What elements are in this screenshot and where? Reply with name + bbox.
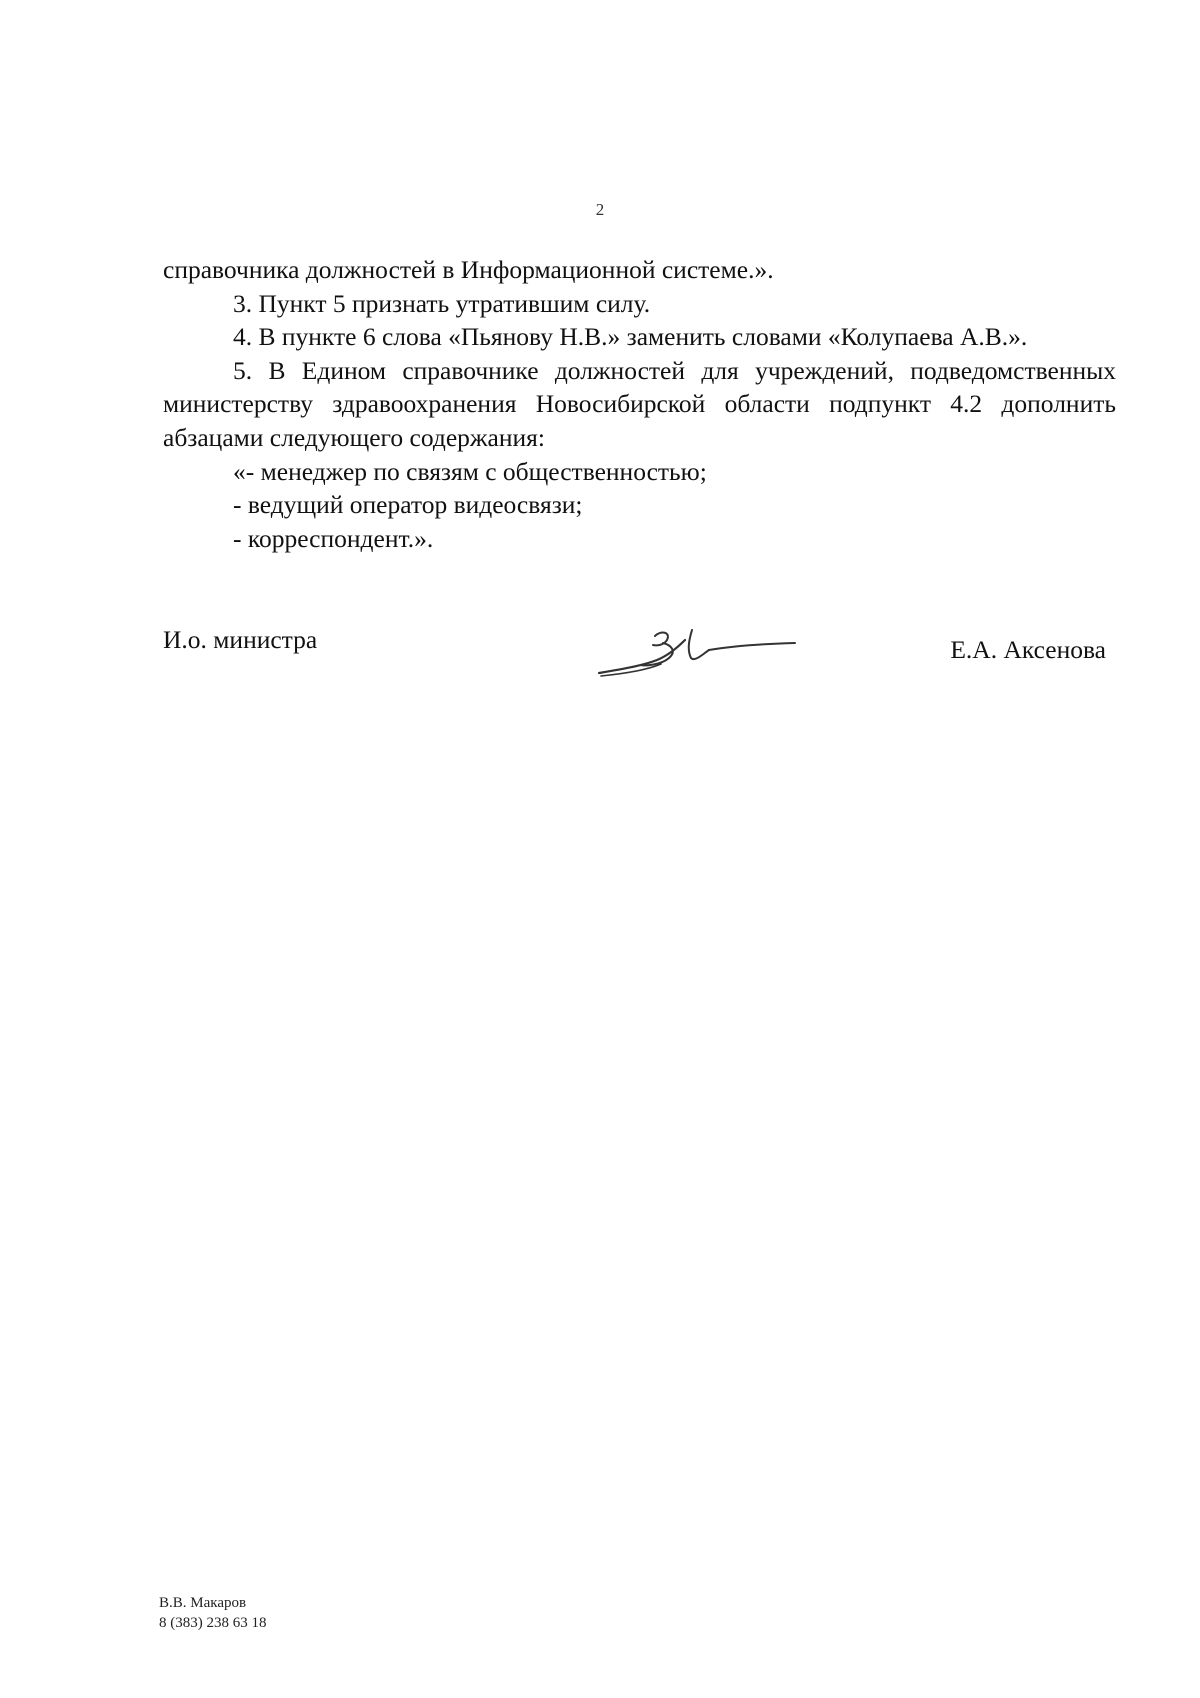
paragraph-item-3: 3. Пункт 5 признать утратившим силу.: [233, 288, 651, 318]
handwritten-signature: [597, 618, 797, 688]
document-body: [163, 253, 1116, 555]
page-number: 2: [595, 200, 605, 219]
paragraph-continuation: справочника должностей в Информационной системе.».: [163, 255, 774, 284]
signatory-position: И.о. министра: [163, 625, 318, 654]
executor-name: В.В. Макаров: [159, 1595, 247, 1611]
list-item-correspondent: - корреспондент.».: [233, 523, 434, 553]
paragraph-item-5: 5. В Едином справочнике должностей для учреждений, подведомственных министерству здравоохранения Новосибирской области подпункт 4.2 дополнить абзацами следующего содержания:: [163, 355, 1116, 452]
list-item-operator: - ведущий оператор видеосвязи;: [233, 490, 583, 520]
signatory-name: Е.А. Аксенова: [950, 635, 1106, 664]
paragraph-item-4: 4. В пункте 6 слова «Пьянову Н.В.» заменить словами «Колупаева А.В.».: [233, 322, 1028, 352]
list-item-manager: «- менеджер по связям с общественностью;: [233, 456, 707, 486]
executor-info: [159, 1593, 267, 1633]
executor-phone: 8 (383) 238 63 18: [159, 1615, 267, 1631]
